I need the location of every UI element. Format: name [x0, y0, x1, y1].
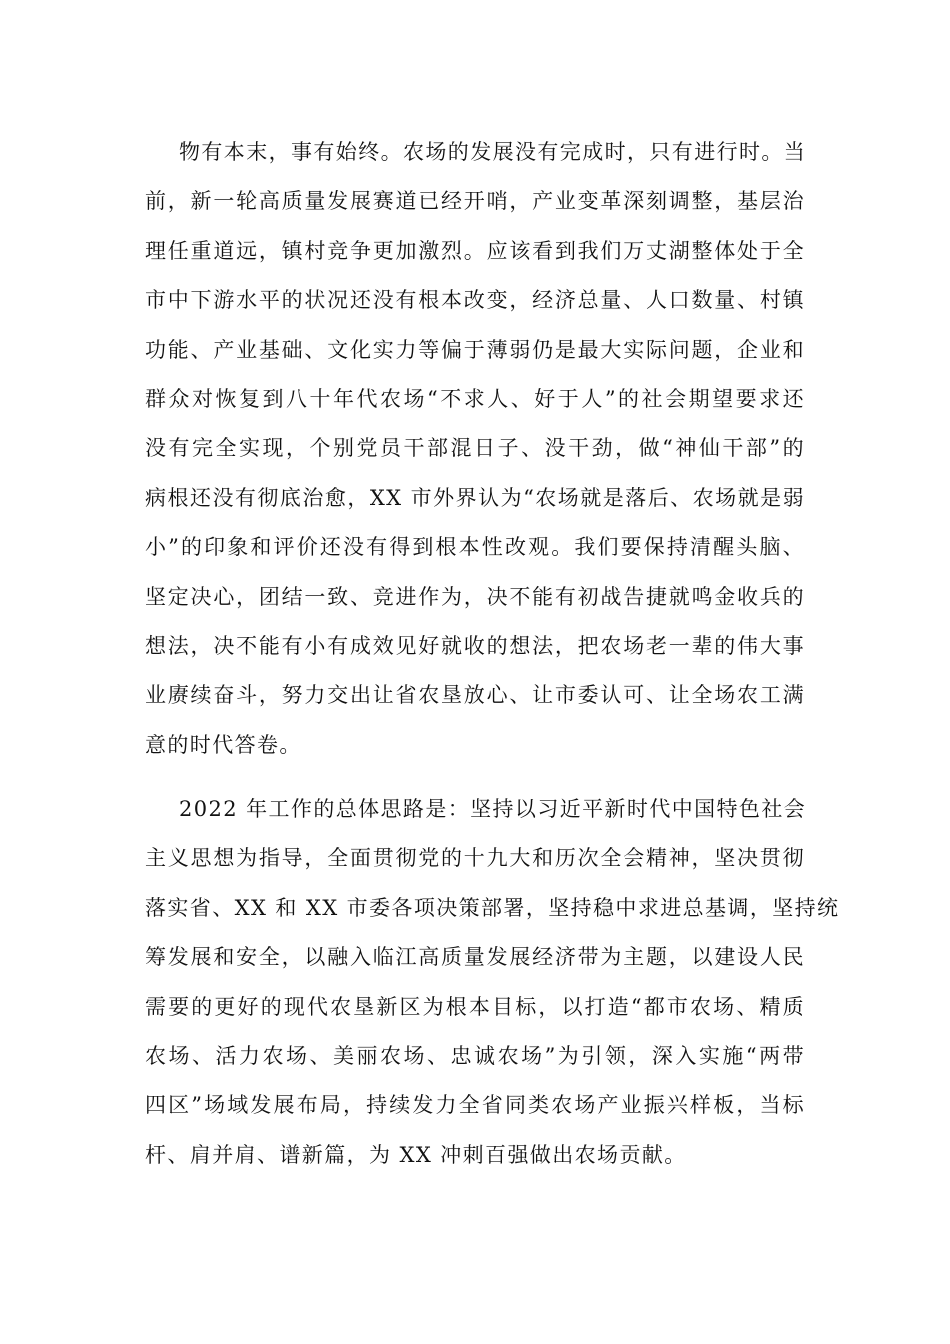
paragraph-line: 没有完全实现，个别党员干部混日子、没干劲，做“神仙干部”的 — [145, 436, 805, 461]
paragraph-line: 意的时代答卷。 — [145, 732, 302, 757]
paragraph-2 — [145, 785, 840, 1180]
paragraph-line: 前，新一轮高质量发展赛道已经开哨，产业变革深刻调整，基层治 — [145, 189, 805, 214]
paragraph-line: 筹发展和安全，以融入临江高质量发展经济带为主题，以建设人民 — [145, 945, 805, 970]
paragraph-line: 功能、产业基础、文化实力等偏于薄弱仍是最大实际问题，企业和 — [145, 337, 805, 362]
paragraph-1 — [145, 128, 805, 770]
paragraph-line: 理任重道远，镇村竞争更加激烈。应该看到我们万丈湖整体处于全 — [145, 238, 805, 263]
paragraph-line: 物有本末，事有始终。农场的发展没有完成时，只有进行时。当 — [179, 140, 807, 164]
paragraph-line: 病根还没有彻底治愈，XX 市外界认为“农场就是落后、农场就是弱 — [145, 485, 805, 510]
paragraph-line: 2022 年工作的总体思路是：坚持以习近平新时代中国特色社会 — [179, 797, 807, 821]
paragraph-line: 业赓续奋斗，努力交出让省农垦放心、让市委认可、让全场农工满 — [145, 683, 805, 708]
paragraph-line: 农场、活力农场、美丽农场、忠诚农场”为引领，深入实施“两带 — [145, 1043, 805, 1068]
paragraph-line: 杆、肩并肩、谱新篇，为 XX 冲刺百强做出农场贡献。 — [145, 1142, 687, 1167]
paragraph-line: 想法，决不能有小有成效见好就收的想法，把农场老一辈的伟大事 — [145, 633, 805, 658]
paragraph-line: 需要的更好的现代农垦新区为根本目标，以打造“都市农场、精质 — [145, 994, 805, 1019]
paragraph-line: 小”的印象和评价还没有得到根本性改观。我们要保持清醒头脑、 — [145, 535, 805, 560]
paragraph-line: 坚定决心，团结一致、竞进作为，决不能有初战告捷就鸣金收兵的 — [145, 584, 805, 609]
paragraph-line: 群众对恢复到八十年代农场“不求人、好于人”的社会期望要求还 — [145, 386, 805, 411]
paragraph-line: 市中下游水平的状况还没有根本改变，经济总量、人口数量、村镇 — [145, 288, 805, 313]
paragraph-line: 四区”场域发展布局，持续发力全省同类农场产业振兴样板，当标 — [145, 1093, 805, 1118]
paragraph-line: 落实省、XX 和 XX 市委各项决策部署，坚持稳中求进总基调，坚持统 — [145, 895, 840, 920]
paragraph-line: 主义思想为指导，全面贯彻党的十九大和历次全会精神，坚决贯彻 — [145, 846, 805, 871]
